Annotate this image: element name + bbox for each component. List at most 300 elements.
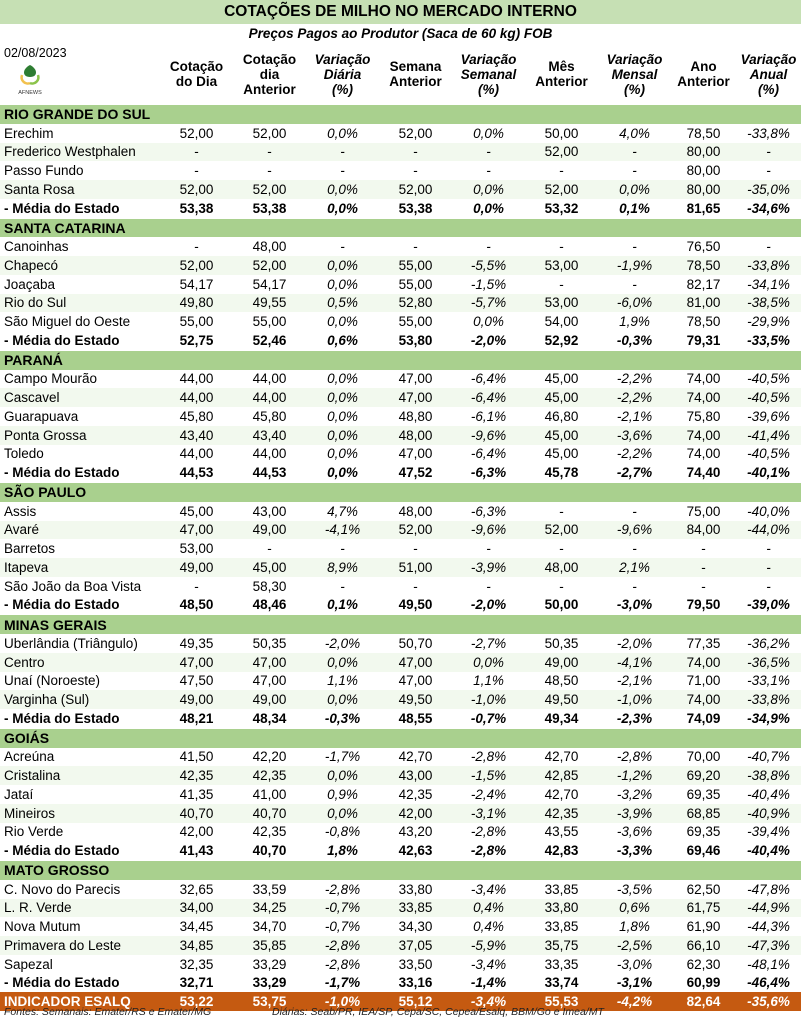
cell-value: 50,35 xyxy=(544,635,579,651)
cell-value: 79,31 xyxy=(686,332,721,348)
cell-value: 0,0% xyxy=(306,690,379,709)
cell-value: - xyxy=(267,163,272,179)
cell-value: -2,7% xyxy=(616,465,653,481)
cell-value: - xyxy=(632,276,637,292)
cell-value: -2,1% xyxy=(616,673,653,689)
cell-value: 52,92 xyxy=(544,332,579,348)
cell-value: 62,50 xyxy=(686,881,721,897)
cell-value: 52,00 xyxy=(525,180,598,199)
cell-value: - xyxy=(559,276,564,292)
cell-value: - xyxy=(671,558,736,577)
cell-value: 68,85 xyxy=(671,804,736,823)
cell-value: -1,9% xyxy=(598,256,671,275)
cell-value: 60,99 xyxy=(686,975,721,991)
cell-value: 41,00 xyxy=(252,786,287,802)
cell-value: 55,12 xyxy=(379,992,452,1011)
cell-value: -40,5% xyxy=(747,446,790,462)
cell-value: -3,1% xyxy=(616,975,653,991)
row-label: Nova Mutum xyxy=(4,919,81,935)
cell-value: 0,0% xyxy=(306,256,379,275)
table-row xyxy=(0,690,801,709)
state-header-row xyxy=(0,105,801,124)
cell-value: -48,1% xyxy=(747,956,790,972)
cell-value: 82,64 xyxy=(671,992,736,1011)
cell-value: 52,00 xyxy=(398,125,433,141)
table-row xyxy=(0,577,801,596)
cell-value: 52,75 xyxy=(179,332,214,348)
table-row xyxy=(0,426,801,445)
cell-value: 0,0% xyxy=(327,446,358,462)
cell-value: - xyxy=(413,239,418,255)
cell-value: 1,1% xyxy=(473,673,504,689)
table-row xyxy=(0,634,801,653)
cell-value: 74,00 xyxy=(671,653,736,672)
row-label: Avaré xyxy=(0,521,160,540)
row-label: Toledo xyxy=(4,446,44,462)
cell-value: 34,25 xyxy=(233,899,306,918)
cell-value: -5,9% xyxy=(452,936,525,955)
cell-value: -40,4% xyxy=(747,786,790,802)
state-header-row xyxy=(0,350,801,369)
cell-value: -38,5% xyxy=(736,294,801,313)
cell-value: 0,0% xyxy=(327,371,358,387)
cell-value: 44,53 xyxy=(252,465,287,481)
cell-value: -36,5% xyxy=(736,653,801,672)
cell-value: - xyxy=(306,143,379,162)
cell-value: -35,0% xyxy=(736,180,801,199)
row-label: Santa Rosa xyxy=(0,180,160,199)
cell-value: -3,0% xyxy=(616,597,653,613)
cell-value: 0,0% xyxy=(306,653,379,672)
cell-value: 47,00 xyxy=(233,653,306,672)
cell-value: - xyxy=(413,578,418,594)
row-label: Barretos xyxy=(4,541,56,557)
cell-value: -0,8% xyxy=(324,824,361,840)
cell-value: 44,00 xyxy=(252,371,287,387)
table-row xyxy=(0,653,801,672)
cell-value: - xyxy=(632,239,637,255)
cell-value: -40,4% xyxy=(747,843,790,859)
column-header: Cotação dia Anterior xyxy=(242,51,297,97)
row-label: Rio do Sul xyxy=(0,294,160,313)
cell-value: 0,0% xyxy=(327,200,358,216)
row-label: L. R. Verde xyxy=(0,899,160,918)
row-label: - Média do Estado xyxy=(4,975,120,991)
cell-value: -2,8% xyxy=(324,881,361,897)
cell-value: 62,30 xyxy=(686,956,721,972)
cell-value: - xyxy=(160,143,233,162)
cell-value: - xyxy=(340,578,345,594)
cell-value: -40,7% xyxy=(747,749,790,765)
state-average-row xyxy=(0,841,801,860)
cell-value: 34,85 xyxy=(160,936,233,955)
cell-value: - xyxy=(267,541,272,557)
state-name: SÃO PAULO xyxy=(0,483,801,502)
cell-value: 48,00 xyxy=(379,426,452,445)
cell-value: - xyxy=(598,143,671,162)
table-row xyxy=(0,936,801,955)
cell-value: - xyxy=(766,578,771,594)
row-label: Chapecó xyxy=(0,256,160,275)
cell-value: -36,2% xyxy=(747,635,790,651)
cell-value: -35,6% xyxy=(736,992,801,1011)
cell-value: 82,17 xyxy=(686,276,721,292)
cell-value: - xyxy=(340,163,345,179)
cell-value: -5,7% xyxy=(452,294,525,313)
cell-value: - xyxy=(559,578,564,594)
cell-value: -3,4% xyxy=(470,956,507,972)
cell-value: 66,10 xyxy=(671,936,736,955)
cell-value: - xyxy=(736,558,801,577)
cell-value: 34,70 xyxy=(252,919,287,935)
cell-value: 48,00 xyxy=(525,558,598,577)
cell-value: 32,71 xyxy=(179,975,214,991)
cell-value: 0,0% xyxy=(452,653,525,672)
cell-value: - xyxy=(766,541,771,557)
cell-value: 53,00 xyxy=(525,294,598,313)
cell-value: 34,30 xyxy=(398,919,433,935)
cell-value: 74,00 xyxy=(671,388,736,407)
cell-value: -33,5% xyxy=(747,332,790,348)
cell-value: -2,0% xyxy=(616,635,653,651)
row-label: Rio Verde xyxy=(4,824,64,840)
cell-value: 58,30 xyxy=(252,578,287,594)
row-label: - Média do Estado xyxy=(4,710,120,726)
cell-value: 33,85 xyxy=(544,919,579,935)
cell-value: 52,00 xyxy=(160,180,233,199)
cell-value: -33,8% xyxy=(736,690,801,709)
cell-value: 37,05 xyxy=(379,936,452,955)
cell-value: 69,35 xyxy=(686,824,721,840)
cell-value: - xyxy=(766,163,771,179)
state-name: SANTA CATARINA xyxy=(0,218,801,237)
cell-value: - xyxy=(194,578,199,594)
cell-value: 0,9% xyxy=(327,786,358,802)
table-row xyxy=(0,143,801,162)
row-label: - Média do Estado xyxy=(4,465,120,481)
cell-value: -5,5% xyxy=(452,256,525,275)
state-name: PARANÁ xyxy=(0,350,801,369)
cell-value: 33,85 xyxy=(379,899,452,918)
row-label: Varginha (Sul) xyxy=(0,690,160,709)
row-label: - Média do Estado xyxy=(4,597,120,613)
row-label: Sapezal xyxy=(4,956,53,972)
cell-value: 43,40 xyxy=(160,426,233,445)
table-row xyxy=(0,294,801,313)
table-row xyxy=(0,539,801,558)
cell-value: 77,35 xyxy=(686,635,721,651)
table-row xyxy=(0,955,801,974)
cell-value: 33,29 xyxy=(252,956,287,972)
cell-value: -44,3% xyxy=(747,919,790,935)
column-header: Variação Semanal (%) xyxy=(460,51,517,97)
cell-value: -2,2% xyxy=(616,371,653,387)
cell-value: -1,5% xyxy=(452,766,525,785)
cell-value: 74,00 xyxy=(671,426,736,445)
cell-value: -0,7% xyxy=(324,919,361,935)
cell-value: 42,70 xyxy=(544,786,579,802)
cell-value: 53,22 xyxy=(160,992,233,1011)
cell-value: - xyxy=(736,143,801,162)
cell-value: 0,4% xyxy=(473,919,504,935)
cell-value: 0,0% xyxy=(327,276,358,292)
cell-value: -33,8% xyxy=(736,256,801,275)
cell-value: 49,00 xyxy=(525,653,598,672)
cell-value: 54,00 xyxy=(544,314,579,330)
cell-value: -3,5% xyxy=(616,881,653,897)
cell-value: 0,0% xyxy=(327,125,358,141)
column-header: Cotação do Dia xyxy=(169,59,224,89)
cell-value: - xyxy=(766,239,771,255)
row-label: Primavera do Leste xyxy=(0,936,160,955)
cell-value: -6,0% xyxy=(598,294,671,313)
cell-value: -1,0% xyxy=(306,992,379,1011)
row-label: C. Novo do Parecis xyxy=(4,881,121,897)
row-label: Cristalina xyxy=(0,766,160,785)
cell-value: 0,0% xyxy=(306,180,379,199)
cell-value: 44,00 xyxy=(252,446,287,462)
cell-value: -2,8% xyxy=(616,749,653,765)
cell-value: 42,70 xyxy=(398,749,433,765)
cell-value: 52,00 xyxy=(179,125,214,141)
cell-value: 80,00 xyxy=(671,180,736,199)
cell-value: -2,0% xyxy=(324,635,361,651)
cell-value: -4,2% xyxy=(598,992,671,1011)
row-label: Assis xyxy=(4,503,37,519)
cell-value: 53,38 xyxy=(398,200,433,216)
row-label: Passo Fundo xyxy=(4,163,84,179)
row-label: Joaçaba xyxy=(4,276,56,292)
cell-value: -2,3% xyxy=(616,710,653,726)
cell-value: 47,00 xyxy=(160,653,233,672)
cell-value: 0,0% xyxy=(473,314,504,330)
cell-value: -39,0% xyxy=(747,597,790,613)
cell-value: 71,00 xyxy=(686,673,721,689)
cell-value: 74,00 xyxy=(686,446,721,462)
table-row xyxy=(0,899,801,918)
row-label: Unaí (Noroeste) xyxy=(4,673,101,689)
cell-value: 33,29 xyxy=(252,975,287,991)
cell-value: 45,00 xyxy=(544,446,579,462)
cell-value: 46,80 xyxy=(544,408,579,424)
cell-value: 50,35 xyxy=(252,635,287,651)
column-header: Semana Anterior xyxy=(389,59,442,89)
cell-value: 52,00 xyxy=(525,521,598,540)
cell-value: 55,00 xyxy=(398,314,433,330)
cell-value: 44,00 xyxy=(179,371,214,387)
cell-value: 0,0% xyxy=(306,388,379,407)
cell-value: 84,00 xyxy=(671,521,736,540)
cell-value: -40,1% xyxy=(747,465,790,481)
row-label: Acreúna xyxy=(4,749,55,765)
cell-value: -6,3% xyxy=(470,465,507,481)
cell-value: 47,00 xyxy=(398,673,433,689)
cell-value: 53,80 xyxy=(398,332,433,348)
cell-value: 1,8% xyxy=(619,919,650,935)
cell-value: -39,6% xyxy=(747,408,790,424)
cell-value: -33,1% xyxy=(747,673,790,689)
cell-value: 42,35 xyxy=(233,766,306,785)
cell-value: 35,75 xyxy=(525,936,598,955)
cell-value: 45,80 xyxy=(252,408,287,424)
state-average-row xyxy=(0,974,801,993)
cell-value: 0,0% xyxy=(598,180,671,199)
cell-value: 54,17 xyxy=(252,276,287,292)
cell-value: -1,5% xyxy=(470,276,507,292)
cell-value: 43,20 xyxy=(398,824,433,840)
cell-value: 53,32 xyxy=(544,200,579,216)
cell-value: 81,00 xyxy=(671,294,736,313)
cell-value: 78,50 xyxy=(686,314,721,330)
cell-value: 53,38 xyxy=(179,200,214,216)
cell-value: 0,4% xyxy=(452,899,525,918)
cell-value: - xyxy=(486,541,491,557)
cell-value: -46,4% xyxy=(747,975,790,991)
state-average-row xyxy=(0,596,801,615)
cell-value: 42,35 xyxy=(252,824,287,840)
cell-value: -2,4% xyxy=(470,786,507,802)
cell-value: 69,35 xyxy=(686,786,721,802)
cell-value: 49,50 xyxy=(398,597,433,613)
logo-text: AFNEWS xyxy=(18,90,42,96)
cell-value: 55,00 xyxy=(379,256,452,275)
table-row xyxy=(0,275,801,294)
row-label: Itapeva xyxy=(0,558,160,577)
cell-value: 42,00 xyxy=(379,804,452,823)
state-average-row xyxy=(0,199,801,218)
cell-value: 33,74 xyxy=(544,975,579,991)
cell-value: 52,00 xyxy=(525,143,598,162)
cell-value: 43,55 xyxy=(544,824,579,840)
cell-value: 45,00 xyxy=(179,503,214,519)
cell-value: -3,9% xyxy=(452,558,525,577)
cell-value: - xyxy=(632,163,637,179)
cell-value: 47,52 xyxy=(398,465,433,481)
cell-value: -3,6% xyxy=(598,426,671,445)
cell-value: 45,00 xyxy=(525,388,598,407)
cell-value: -44,0% xyxy=(736,521,801,540)
cell-value: -2,8% xyxy=(470,824,507,840)
cell-value: 74,40 xyxy=(686,465,721,481)
cell-value: 49,50 xyxy=(379,690,452,709)
cell-value: -9,6% xyxy=(598,521,671,540)
cell-value: 75,00 xyxy=(686,503,721,519)
afnews-logo xyxy=(18,63,42,99)
cell-value: 52,00 xyxy=(233,256,306,275)
cell-value: 47,50 xyxy=(179,673,214,689)
state-average-row xyxy=(0,709,801,728)
cell-value: 80,00 xyxy=(671,143,736,162)
cell-value: -2,5% xyxy=(598,936,671,955)
table-row xyxy=(0,748,801,767)
row-label: Ponta Grossa xyxy=(0,426,160,445)
row-label: Jataí xyxy=(4,786,34,802)
state-name: GOIÁS xyxy=(0,728,801,747)
cell-value: -6,1% xyxy=(470,408,507,424)
cell-value: 53,75 xyxy=(233,992,306,1011)
cell-value: 33,59 xyxy=(252,881,287,897)
cell-value: -4,1% xyxy=(598,653,671,672)
cell-value: -6,4% xyxy=(470,371,507,387)
cell-value: 0,0% xyxy=(306,426,379,445)
cell-value: 1,9% xyxy=(619,314,650,330)
row-label: Guarapuava xyxy=(4,408,79,424)
cell-value: 49,50 xyxy=(525,690,598,709)
cell-value: 52,00 xyxy=(379,521,452,540)
column-header: Ano Anterior xyxy=(677,59,730,89)
row-label: INDICADOR ESALQ xyxy=(0,992,160,1011)
cell-value: 0,6% xyxy=(598,899,671,918)
cell-value: 4,7% xyxy=(327,503,358,519)
cell-value: 41,43 xyxy=(179,843,214,859)
cell-value: -39,4% xyxy=(747,824,790,840)
cell-value: -6,3% xyxy=(470,503,507,519)
cell-value: -6,4% xyxy=(452,388,525,407)
cell-value: - xyxy=(632,578,637,594)
cell-value: 40,70 xyxy=(160,804,233,823)
cell-value: 55,00 xyxy=(179,314,214,330)
table-row xyxy=(0,880,801,899)
cell-value: 43,00 xyxy=(379,766,452,785)
cell-value: - xyxy=(632,541,637,557)
cell-value: -1,7% xyxy=(324,975,361,991)
state-header-row xyxy=(0,861,801,880)
cell-value: 0,5% xyxy=(306,294,379,313)
cell-value: 45,00 xyxy=(544,371,579,387)
cell-value: -2,2% xyxy=(598,388,671,407)
state-header-row xyxy=(0,615,801,634)
table-row xyxy=(0,804,801,823)
cell-value: -40,9% xyxy=(736,804,801,823)
cell-value: 61,90 xyxy=(686,919,721,935)
cell-value: 8,9% xyxy=(306,558,379,577)
cell-value: 44,00 xyxy=(160,388,233,407)
cell-value: 69,46 xyxy=(686,843,721,859)
column-header: Variação Mensal (%) xyxy=(606,51,663,97)
cell-value: -33,8% xyxy=(747,125,790,141)
cell-value: 49,55 xyxy=(233,294,306,313)
cell-value: - xyxy=(340,541,345,557)
cell-value: - xyxy=(701,578,706,594)
row-label: Campo Mourão xyxy=(4,371,98,387)
cell-value: 55,53 xyxy=(525,992,598,1011)
row-label: Frederico Westphalen xyxy=(0,143,160,162)
cell-value: 80,00 xyxy=(686,163,721,179)
cell-value: 0,0% xyxy=(306,804,379,823)
cell-value: -3,1% xyxy=(452,804,525,823)
table-row xyxy=(0,237,801,256)
row-label: Cascavel xyxy=(0,388,160,407)
cell-value: -6,4% xyxy=(470,446,507,462)
cell-value: 70,00 xyxy=(686,749,721,765)
cell-value: 0,0% xyxy=(473,200,504,216)
cell-value: 54,17 xyxy=(179,276,214,292)
cell-value: 53,38 xyxy=(252,200,287,216)
table-row xyxy=(0,161,801,180)
cell-value: 42,85 xyxy=(525,766,598,785)
cell-value: 42,83 xyxy=(544,843,579,859)
row-label: - Média do Estado xyxy=(4,843,120,859)
cell-value: 49,00 xyxy=(160,690,233,709)
cell-value: - xyxy=(559,163,564,179)
report-date: 02/08/2023 xyxy=(4,46,67,60)
column-header: Variação Diária (%) xyxy=(314,51,371,97)
cell-value: 49,00 xyxy=(233,690,306,709)
cell-value: 42,20 xyxy=(252,749,287,765)
state-header-row xyxy=(0,483,801,502)
cell-value: 0,0% xyxy=(327,314,358,330)
cell-value: - xyxy=(233,143,306,162)
